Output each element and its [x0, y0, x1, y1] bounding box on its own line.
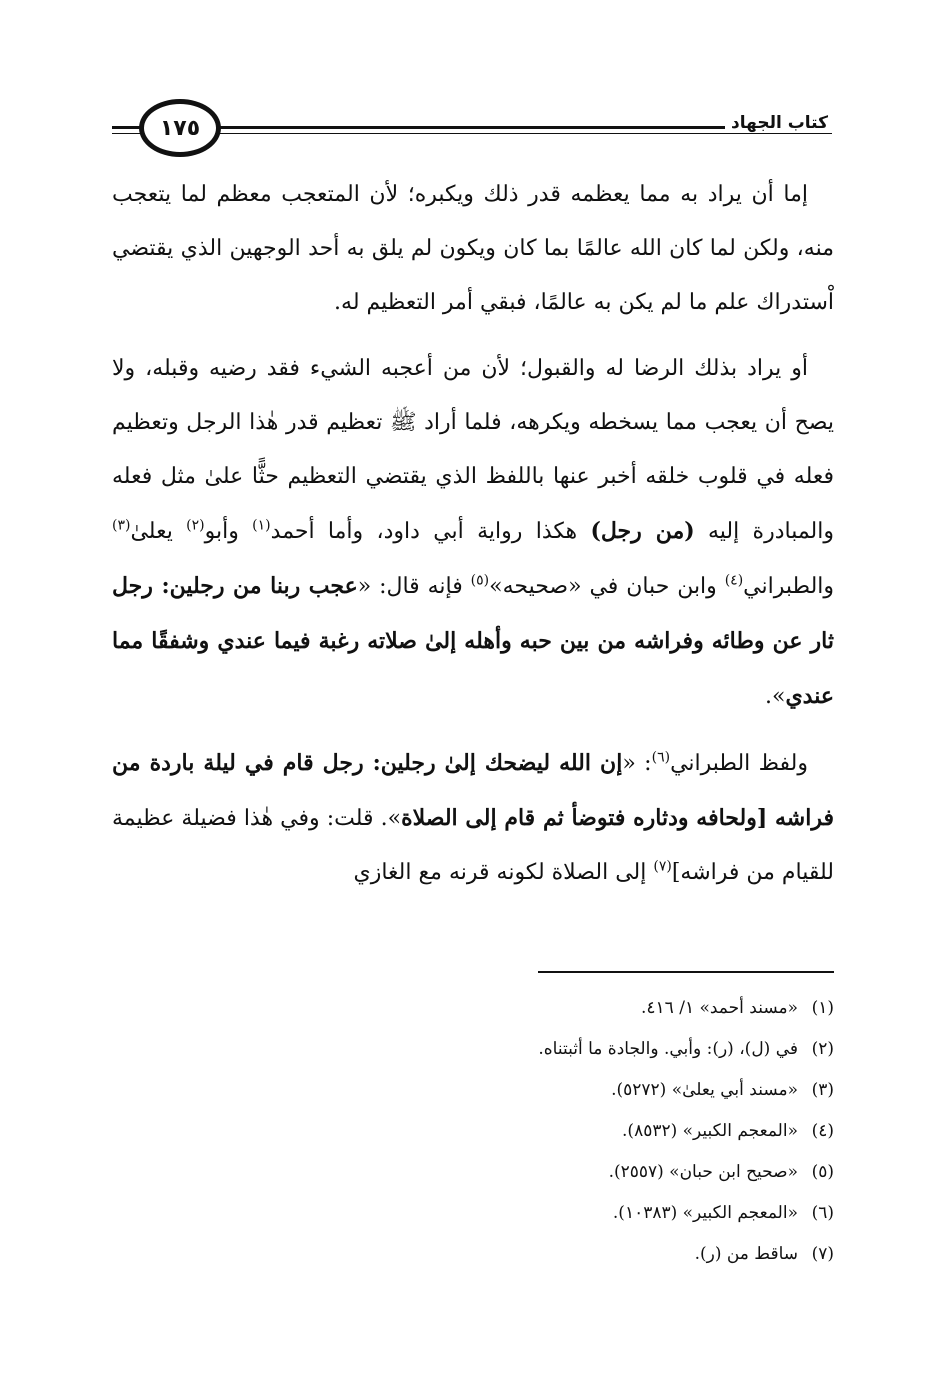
- paragraph-1: إما أن يراد به مما يعظمه قدر ذلك ويكبره؛ لأن المتعجب معظم لما يتعجب منه، ولكن لما كان الله عالمًا بما كان ويكون لم يلق به أحد الوجهين الذي يقتضي اْستدراك علم ما لم يكن به عالمًا، فبقي أمر التعظيم له.: [112, 182, 834, 315]
- footnote-item: [114, 1152, 834, 1193]
- footnote-item: [114, 1193, 834, 1234]
- hadith-quote: إن الله ليضحك إلىٰ رجلين: رجل قام في ليلة باردة من فراشه [ولحافه ودثاره فتوضأ ثم قام إلى الصلاة: [112, 750, 834, 831]
- footnote-item: [114, 988, 834, 1029]
- text-run: ».: [765, 684, 786, 709]
- footnote-number: (٦): [811, 1203, 834, 1223]
- footnote-number: (٢): [811, 1039, 834, 1059]
- footnote-text: ساقط من (ر).: [694, 1244, 798, 1264]
- text-run: إلى الصلاة لكونه قرنه مع الغازي: [353, 860, 654, 885]
- running-header-title: كتاب الجهاد: [725, 113, 834, 133]
- footnote-number: (٣): [811, 1080, 834, 1100]
- paragraph-3: [112, 736, 834, 900]
- footnote-item: [114, 1111, 834, 1152]
- footnote-ref-6[interactable]: (٦): [651, 749, 671, 766]
- footnote-number: (٧): [811, 1244, 834, 1264]
- footnote-item: [114, 1070, 834, 1111]
- footnote-ref-1[interactable]: (١): [252, 517, 271, 534]
- footnote-text: في (ل)، (ر): وأبي. والجادة ما أثبتناه.: [538, 1039, 798, 1059]
- footnote-ref-5[interactable]: (٥): [470, 572, 490, 589]
- text-run: وأبو: [204, 519, 253, 544]
- page-number-badge: [139, 99, 221, 157]
- text-run: ». قلت: وفي هٰذا فضيلة عظيمة للقيام من فراشه]: [112, 806, 834, 885]
- text-run: هكذا رواية أبي داود، وأما أحمد: [270, 519, 591, 544]
- footnote-text: «صحيح ابن حبان» (٢٥٥٧).: [608, 1162, 798, 1182]
- text-run: ولفظ الطبراني: [670, 751, 808, 776]
- footnote-ref-3[interactable]: (٣): [112, 517, 131, 534]
- footnote-item: [114, 1234, 834, 1275]
- text-run: : «: [622, 751, 652, 776]
- footnote-text: «المعجم الكبير» (٨٥٣٢).: [622, 1121, 798, 1141]
- text-run: والطبراني: [743, 574, 835, 599]
- footnote-separator: [538, 971, 834, 973]
- hadith-quote: عجب ربنا من رجلين: رجل ثار عن وطائه وفراشه من بين حبه وأهله إلىٰ صلاته رغبة فيما عندي وشفقًا مما عندي: [112, 573, 834, 709]
- text-run: وابن حبان في «صحيحه»: [489, 574, 725, 599]
- quoted-phrase: (من رجل): [590, 518, 695, 544]
- footnote-text: «المعجم الكبير» (١٠٣٨٣).: [612, 1203, 798, 1223]
- paragraph-2: [112, 342, 834, 724]
- main-text: [112, 168, 834, 912]
- footnote-ref-7[interactable]: (٧): [653, 858, 672, 875]
- footnote-ref-2[interactable]: (٢): [186, 517, 205, 534]
- footnotes: [114, 988, 834, 1275]
- text-run: أو يراد بذلك الرضا له والقبول؛ لأن من أعجبه الشيء فقد رضيه وقبله، ولا يصح أن يعجب مما يسخطه ويكرهه، فلما أراد ﷺ تعظيم قدر هٰذا الرجل وتعظيم فعله في قلوب خلقه أخبر عنها باللفظ الذي يقتضي التعظيم حثًّا علىٰ مثل فعله والمبادرة إليه: [112, 356, 834, 544]
- text-run: فإنه قال: «: [357, 574, 471, 599]
- footnote-number: (٤): [811, 1121, 834, 1141]
- footnote-ref-4[interactable]: (٤): [724, 572, 744, 589]
- footnote-text: «مسند أبي يعلىٰ» (٥٢٧٢).: [611, 1080, 798, 1100]
- page-number: ١٧٥: [159, 115, 201, 141]
- footnote-number: (١): [811, 998, 834, 1018]
- footnote-number: (٥): [811, 1162, 834, 1182]
- footnote-text: «مسند أحمد» ١/ ٤١٦.: [640, 998, 798, 1018]
- footnote-item: [114, 1029, 834, 1070]
- text-run: يعلىٰ: [130, 519, 187, 544]
